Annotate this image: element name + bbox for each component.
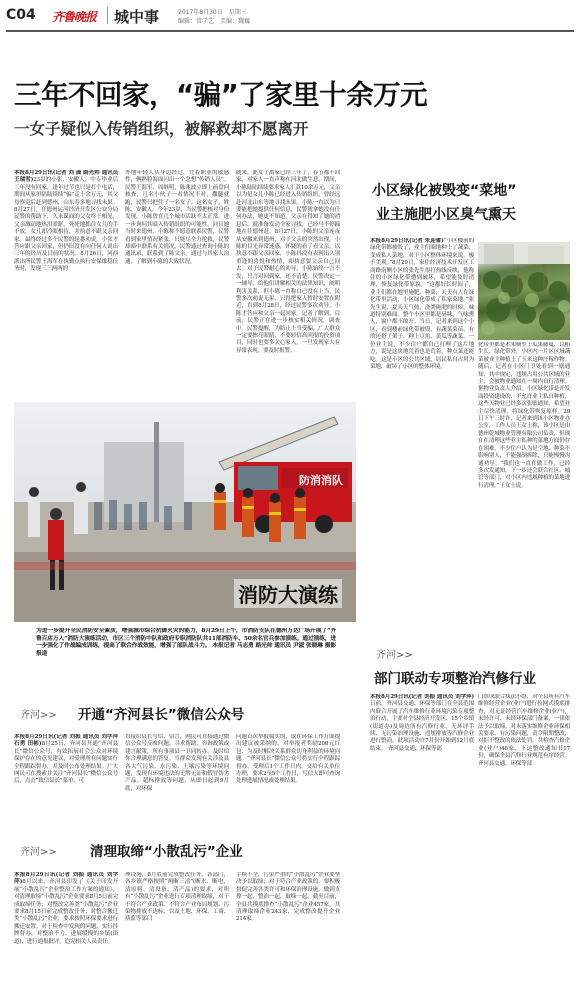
truck-sign: 防消消队 bbox=[299, 474, 343, 487]
article3-byline: 本报8月29日讯(记者 刘振 通讯员 刘学萍 石勇 田彬) bbox=[14, 734, 118, 748]
article4-col-1 bbox=[370, 694, 474, 872]
editors: 编辑：常学艺 美编：魏巍 bbox=[178, 18, 251, 25]
main-subheadline: 一女子疑似入传销组织，被解救却不愿离开 bbox=[14, 120, 309, 138]
photo-overlay-title: 消防大演练 bbox=[234, 579, 342, 608]
article3-text-3: 问题首次举报属实的，或在环保工作方面提出建议被采纳的，对举报者奖励200元红包，为及时解决关系群众切身利益的环境问题。“齐河县长”微信公众号将实行全程跟踪督办，受理后1个工作日内，交给有关单位办理，要求2至5个工作日，写信人即可查询处理进展情况或处理结果。 bbox=[236, 734, 340, 785]
article4-text-2: 门组成联合执法小组，对全县所有汽车维修经营企业(业户)进行拉网式摸底排查，对无证经营汽车维修企业(业户)，未经许可、未经环保部门备案，一律依法予以取缔。对未落实维修企业环保相关要求、有污染问题，责令限期整改，对拒不整改的依法处罚，共检查汽修企业(业户)46家，下达整改通知书17份，确保全县汽修行业规范有序经营。齐河县交通、环保等部 bbox=[478, 694, 570, 767]
article5-text-1: 8月以来，齐河县印发了《关于印发开展“小散乱污”企业整治工作方案的通知》，对清理取缔“小散乱污”企业要求8月5日前完成取缔任务；对整改完善类“小散乱污”企业要求8月15日前完成整改任务；对整合搬迁类“小散乱污”企业，要求按照环保要求进行搬迁安置。对于检查中发现的问题，实行挂牌督办，对整治不力、进展缓慢的乡镇(街道)，进行通报批评，追究相关人员责任。 bbox=[14, 879, 118, 945]
issue-date: 2017年8月30日 星期三 bbox=[178, 9, 247, 16]
photo-credit: 本报记者 马志勇 路光帅 通讯员 尹淑 张晓琳 摄影报道 bbox=[36, 643, 336, 657]
article5-col-1 bbox=[14, 872, 118, 978]
article2-title-2: 业主施肥小区臭气熏天 bbox=[376, 207, 516, 223]
section-name: 城中事 bbox=[114, 8, 160, 26]
garden-photo bbox=[478, 242, 570, 340]
article5-col-2 bbox=[125, 872, 229, 978]
fire-drill-photo bbox=[14, 402, 356, 622]
article4-footer: 齐河县交通、环保等部 bbox=[387, 745, 442, 752]
article4-tag: 齐河>> bbox=[376, 650, 413, 661]
article2-text-2: 化带里都是木架横竖上瓜果藤蔓，以粗生长，绿化带外，小区内一片区区域蔬菜被业主种植上了玉米这种庄稼作物。随后，记者在小区门卫处看到一则通知，其中规定，违规占用公共区域的业主，会被物业通知在一周内自行清理。据物业负责人介绍，小区绿化带是开发商投资建设的，不允许业主私自种植，这些天物业已经多次张贴通知，希望业主尽快清理，将绿化带恢复原样。29日下午三时许，记者来到该小区物业办公室，工作人员王女士称，该小区是由德州乾城物业管理有限公司负责，但现在在清理这些业主私种的菜地方面仍存在困难，不少住户认为是空地，种菜不影响别人，不能强制拆除，只能慢慢沟通劝导。“我们也一直在做工作，已经多次发通知，下一步还会联合社区、城管等部门，对小区内违规种植的菜地进行清理。”王女士说。 bbox=[478, 342, 570, 489]
article2-text-1: “小区楼前的绿化带都被毁了，业主们圈地种上了蔬菜，变成私人菜地，对于小区整体环境来说，极不美观。”8月29日，家住经济技术开发区工商路南侧小区的张先生很打热线反映，他称住的小区绿化带遭到破坏，希望能及时清理，恢复绿化带原貌。“这都好长时间了，业主们都在地里施肥、种菜，天天有人在绿化带里活动，小区绿化带成了私家菜地。”张先生说，夏天天气热，浇粪施肥的时候，味道特别难闻。整个小区里都是臭味，气味熏人，窗户都不敢开。当日，记者来到这个小区，看到楼前绿化带被毁，有蔬菜菜苗、有的还搭了架子，种上豆角、黄瓜等蔬菜。一位业主说，不少住户都自己打理了这片地方，说是这块地荒着也是荒着，种点菜还能吃。这是小区的公共区域，居民私自占用为菜地，破坏了小区的整体环境。 bbox=[370, 238, 474, 370]
photo-caption bbox=[36, 628, 336, 666]
main-byline: 本报8月29日讯(记者 刘 潇 路光帅 通讯员 王瑞雪) bbox=[14, 170, 118, 184]
article5-title: 清理取缔“小散乱污”企业 bbox=[90, 844, 243, 860]
main-text-1: 23岁的小张，安徽人，中专毕业后三年没有回家，逢年过节也只是打个电话，期间从家里陆陆续续“骗”走十余万元，其父母察觉后赶到德州，山东寿多地寻找未果。8月27日，在德州运河经济开发区公安分局民警的帮助下，久未谋面的父女终于相见，父亲激动地热泪盈眶，死死地抓住女儿的手不放，女儿却冷眼相待，并执意不跟父亲回家。最终经过多个民警的轮番劝说，小张才答应跟父亲回家，但仍旧没有向任何人说出三年的经历及目前的状况。8月26日，河西派出所民警王海军在执勤点执行安保维稳任务时，发现三三两两的 bbox=[14, 177, 118, 273]
article3-col-3 bbox=[236, 734, 340, 832]
article3-tag: 齐河>> bbox=[20, 710, 57, 721]
main-text-2: 外地年轻人从身边经过，凭着职业的敏感性，俩熟脸海面闪出一个念想“传销人员”。民警王海军、周继明，陈兆波立即上前盘问核查，几名小伙子一看情况不对，撒腿就跑，民警只把住了一名女子。这名女子，姓陈，安徽人，今年23岁，当民警把核对身份发现，小陈曾在几个城市活跃不太正常，进一步询问其暗入传销组织的可能性。同且她当时来德州，小陈称不愿意联系民警，民警看到家里情况紧张，只能尽全力抢救，民警却暗中联系有关情况，民警通过查询小陈的通讯录，联系到了陈父亲，通过与其家人沟通，了解到小陈的大致状况。 bbox=[125, 170, 229, 265]
photo-caption-text: 为进一步提升全民消防安全素质，增强城市综合抗御火灾的能力，8月29日上午，市消防支队在德州万达广场开展了“齐鲁百店万人”消防大演练活动，市区三个消防中队和政府专职消防队共11部消防车、50余名官兵参加演练。通过演练，进一步强化了作战编成训练，提高了联合作战效能，增强了部队战斗力。 bbox=[36, 628, 336, 650]
garden-plants-graphic bbox=[478, 242, 570, 340]
header-rule bbox=[6, 30, 574, 32]
header-divider bbox=[107, 7, 108, 24]
article5-col-3 bbox=[236, 872, 340, 978]
masthead-logo: 齐鲁晚报 bbox=[52, 10, 97, 24]
article2-col-1 bbox=[370, 238, 474, 618]
article4-byline: 本报8月29日讯(记者 刘振 通讯员 刘学萍) bbox=[370, 694, 474, 700]
main-text-3: 随来，此女子离家已经三年了，春节都不回家，对家人一直声称在河北做生意，期间，小陈陆陆续续要求家人汇款10余万元，父亲以为是女儿小陈已经进入传销组织，曾经远赴河北山东等地寻找未果。小陈一直以为只要能把她提供任何信息，民警就拿她没有任何办法，她更不知道，父亲在得知了她的消息后，就准备发动全家寻找，已经马不停蹄地在往德州赶。8月27日，小陈的父亲连夜从安徽来到德州，对于父亲的突然出现，小陈的目光异常迷惑，怀疑的看了看父亲，以执意不跟父亲回家，小陈抖没有表现出久别重逢的喜悦和热情，却执意要父亲自己回去。对于民警耐心的劝导，小陈始终一言不发，只言对回到家，还不清楚，民警决定一一辅导，给他们讲解相关的法律知识，阐明利害关系，但小陈一直称自己没有上当，民警多次劝说无果，只得把家人暂时安置在附近，直到8月28日，经过民警多次劝导，小陈才答应和父亲一起回家。记者了解到，目前，民警正在进一步核实相关情况，调查中。民警提醒，为防止上当受骗，广大群众一定要擦亮眼睛，不要轻信高回报的投资项目，同时也要多关心家人，一旦发现家人有异常表现，要及时报警。 bbox=[236, 170, 340, 354]
article5-tag: 齐河>> bbox=[20, 847, 57, 858]
article4-title: 部门联动专项整治汽修行业 bbox=[374, 671, 536, 687]
article2-byline: 本报8月29日讯(记者 朱迎蕾) bbox=[370, 238, 444, 244]
page-number: C04 bbox=[6, 7, 36, 23]
article2-title-1: 小区绿化被毁变“菜地” bbox=[372, 183, 517, 199]
main-col-2 bbox=[125, 170, 229, 400]
main-col-1 bbox=[14, 170, 118, 400]
article5-text-2: 理设施，8月底前完成整改任务。各部门，各乡镇严格按照“两断三清”(断水、断电，清原料、清设备、清产品)的要求，对所有“小散乱污”企业进行专项清理取缔，对于不符合产业政策、不符合产业布局规划、污染物排放不达标、以及土地、环保、工商、质监等部门 bbox=[125, 872, 229, 923]
article4-col-2 bbox=[478, 694, 570, 872]
article3-col-1 bbox=[14, 734, 118, 832]
article2-col-2 bbox=[478, 342, 570, 618]
article3-col-2 bbox=[125, 734, 229, 832]
article5-text-3: 手续不全，污染严重的“小散乱污”企业要坚决予以取缔；对于符合产业政策的，要积极督促完善各类许可和环保治理设施，做到支撑一起，整治一起，取缔一起。截至目前，全县共摸底排查“小散乱污”企业457家，共清理取缔企业243家，完成整改提升企业214家。 bbox=[236, 872, 340, 923]
main-col-3 bbox=[236, 170, 340, 400]
article3-text-2: 直接给县长写信、留言，网民可直接通过微信公众号反映问题、寻求帮助，咨询政策或建言献策，所有事项县一卫同转办，及时给你合理满意的答复。当群众发现有关涉及县各大气污染、水污染、土壤污染等环境问题，发现有环境违法的无牌无证和假冒伪劣产品、超标排放等问题，从即日起到9月底，对环保 bbox=[125, 734, 229, 792]
main-headline: 三年不回家，“骗”了家里十余万元 bbox=[14, 79, 428, 111]
article3-text-1: 8月25日，齐河县开通“齐河县长”微信公众号，有效拓展社会公众对环境保护存在的意见建议，对受理所有问题实行全程跟踪督办，并及时公布处理结果。广大网民可在搜索并关注“齐河县长”微信公众号后，点击“致信县长”菜单，可 bbox=[14, 741, 118, 785]
article5-byline: 本报8月29日讯(记者 刘振 通讯员 刘学萍) bbox=[14, 872, 118, 886]
article4-text-1: 日前，齐河县交通、环保等部门在全县范围内联合开展了汽车维修行业环境污染专项整治行动，主要对全县经济开发区、15个乡镇(街道办)及周边所有汽修行业、无环评手续、无污染治理设施、违规排放等汽修企业进行整治。此项活动自7月份开始到12月底结束。 bbox=[370, 701, 474, 752]
article3-title: 开通“齐河县长”微信公众号 bbox=[78, 707, 245, 723]
